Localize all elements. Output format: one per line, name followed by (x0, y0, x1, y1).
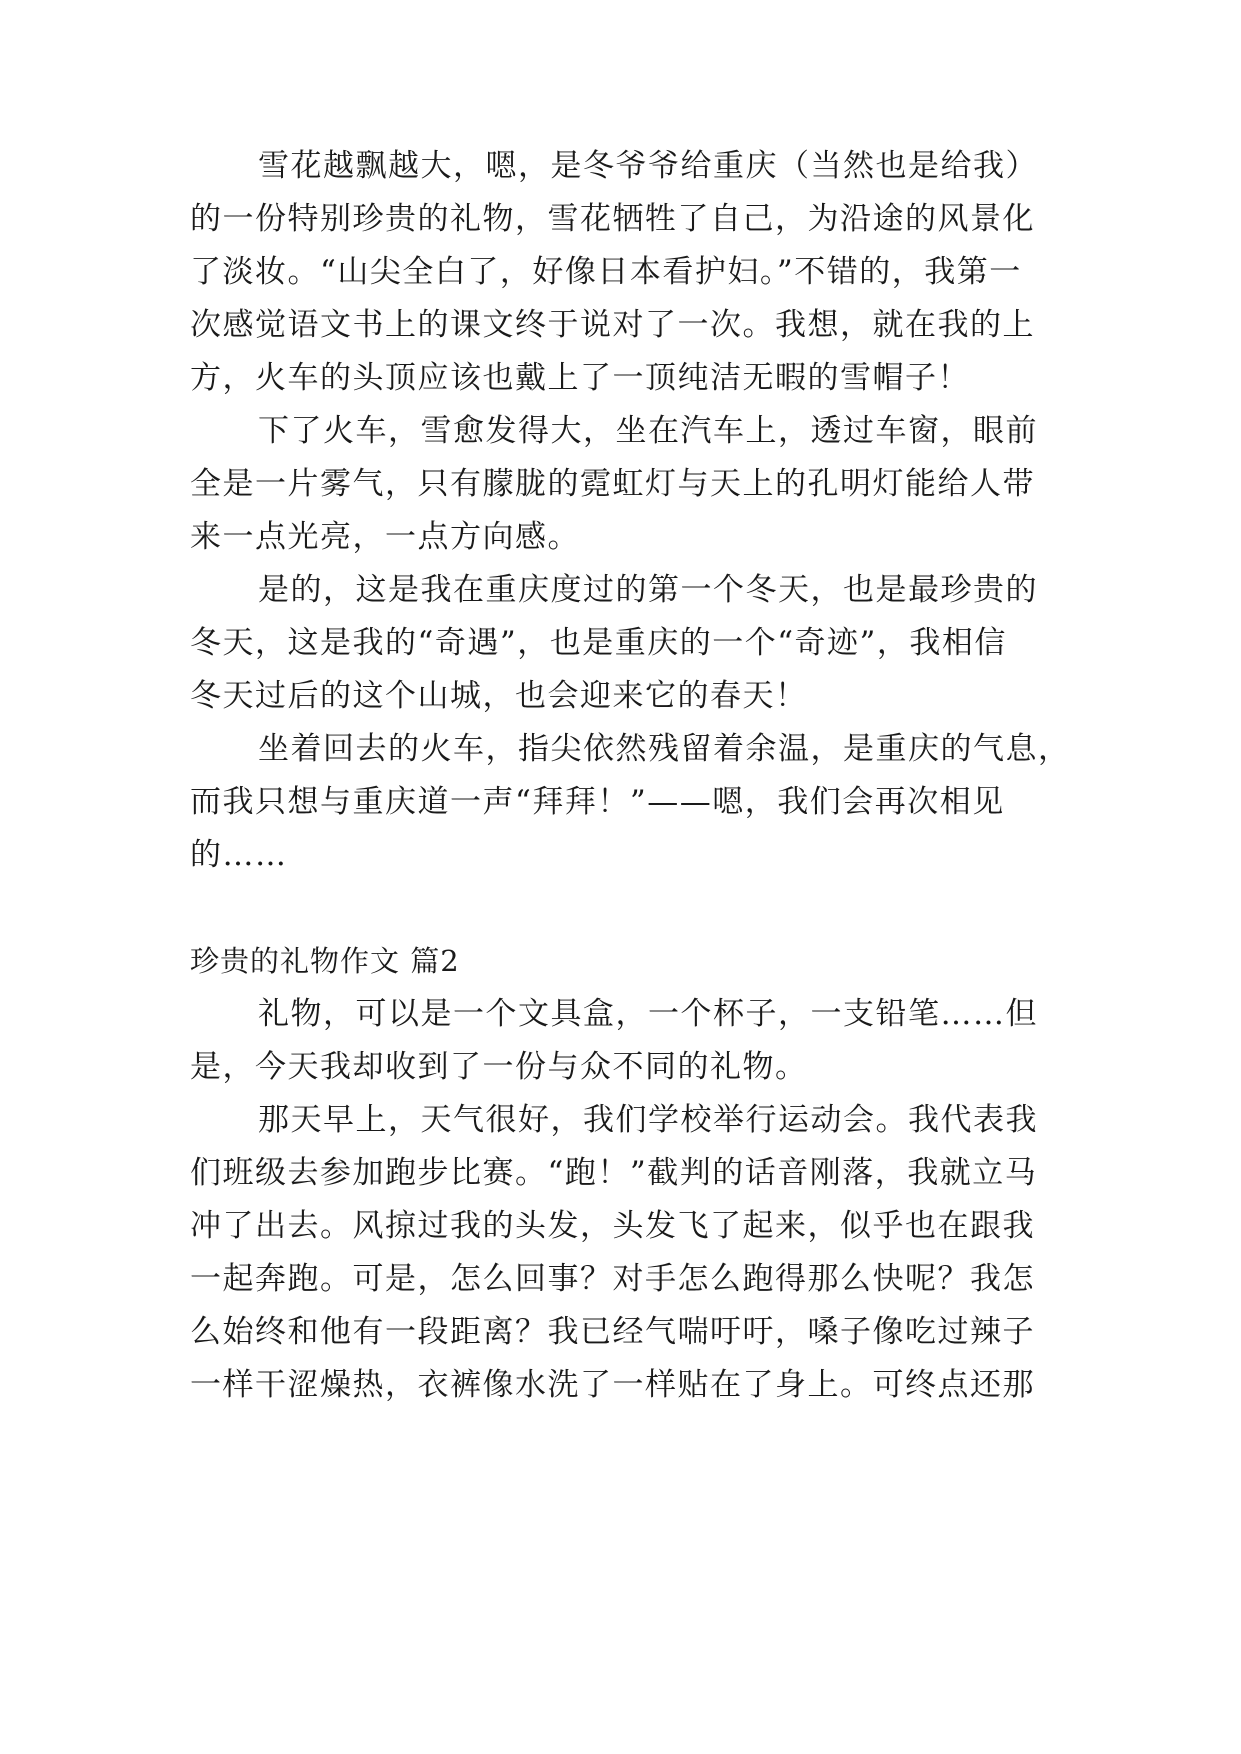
section2-paragraph-2-line-2: 们班级去参加跑步比赛。“跑！”截判的话音刚落，我就立马 (190, 1155, 1038, 1191)
paragraph-1-line-1: 雪花越飘越大，嗯，是冬爷爷给重庆（当然也是给我） (258, 148, 1038, 184)
paragraph-2-line-3: 来一点光亮，一点方向感。 (190, 519, 580, 555)
section2-paragraph-2-line-4: 一起奔跑。可是，怎么回事？对手怎么跑得那么快呢？我怎 (190, 1261, 1035, 1297)
section2-paragraph-1-line-1: 礼物，可以是一个文具盒，一个杯子，一支铅笔……但 (258, 996, 1038, 1032)
paragraph-4-line-1: 坐着回去的火车，指尖依然残留着余温，是重庆的气息， (258, 731, 1071, 767)
paragraph-1-line-5: 方，火车的头顶应该也戴上了一顶纯洁无暇的雪帽子！ (190, 360, 970, 396)
section2-paragraph-2-line-6: 一样干涩燥热，衣裤像水洗了一样贴在了身上。可终点还那 (190, 1367, 1035, 1403)
section2-paragraph-1-line-2: 是，今天我却收到了一份与众不同的礼物。 (190, 1049, 808, 1085)
section2-paragraph-2-line-5: 么始终和他有一段距离？我已经气喘吁吁，嗓子像吃过辣子 (190, 1314, 1035, 1350)
paragraph-4-line-2: 而我只想与重庆道一声“拜拜！”——嗯，我们会再次相见 (190, 784, 1005, 820)
paragraph-1-line-2: 的一份特别珍贵的礼物，雪花牺牲了自己，为沿途的风景化 (190, 201, 1035, 237)
section2-paragraph-2-line-1: 那天早上，天气很好，我们学校举行运动会。我代表我 (258, 1102, 1038, 1138)
paragraph-3-line-3: 冬天过后的这个山城，也会迎来它的春天！ (190, 678, 808, 714)
paragraph-2-line-1: 下了火车，雪愈发得大，坐在汽车上，透过车窗，眼前 (258, 413, 1038, 449)
paragraph-1-line-4: 次感觉语文书上的课文终于说对了一次。我想，就在我的上 (190, 307, 1035, 343)
paragraph-2-line-2: 全是一片雾气，只有朦胧的霓虹灯与天上的孔明灯能给人带 (190, 466, 1035, 502)
section-heading: 珍贵的礼物作文 篇2 (190, 944, 460, 978)
paragraph-1-line-3: 了淡妆。“山尖全白了，好像日本看护妇。”不错的，我第一 (190, 254, 1022, 290)
paragraph-4-line-3: 的…… (190, 837, 288, 873)
section2-paragraph-2-line-3: 冲了出去。风掠过我的头发，头发飞了起来，似乎也在跟我 (190, 1208, 1035, 1244)
paragraph-3-line-2: 冬天，这是我的“奇遇”，也是重庆的一个“奇迹”，我相信 (190, 625, 1007, 661)
paragraph-3-line-1: 是的，这是我在重庆度过的第一个冬天，也是最珍贵的 (258, 572, 1038, 608)
